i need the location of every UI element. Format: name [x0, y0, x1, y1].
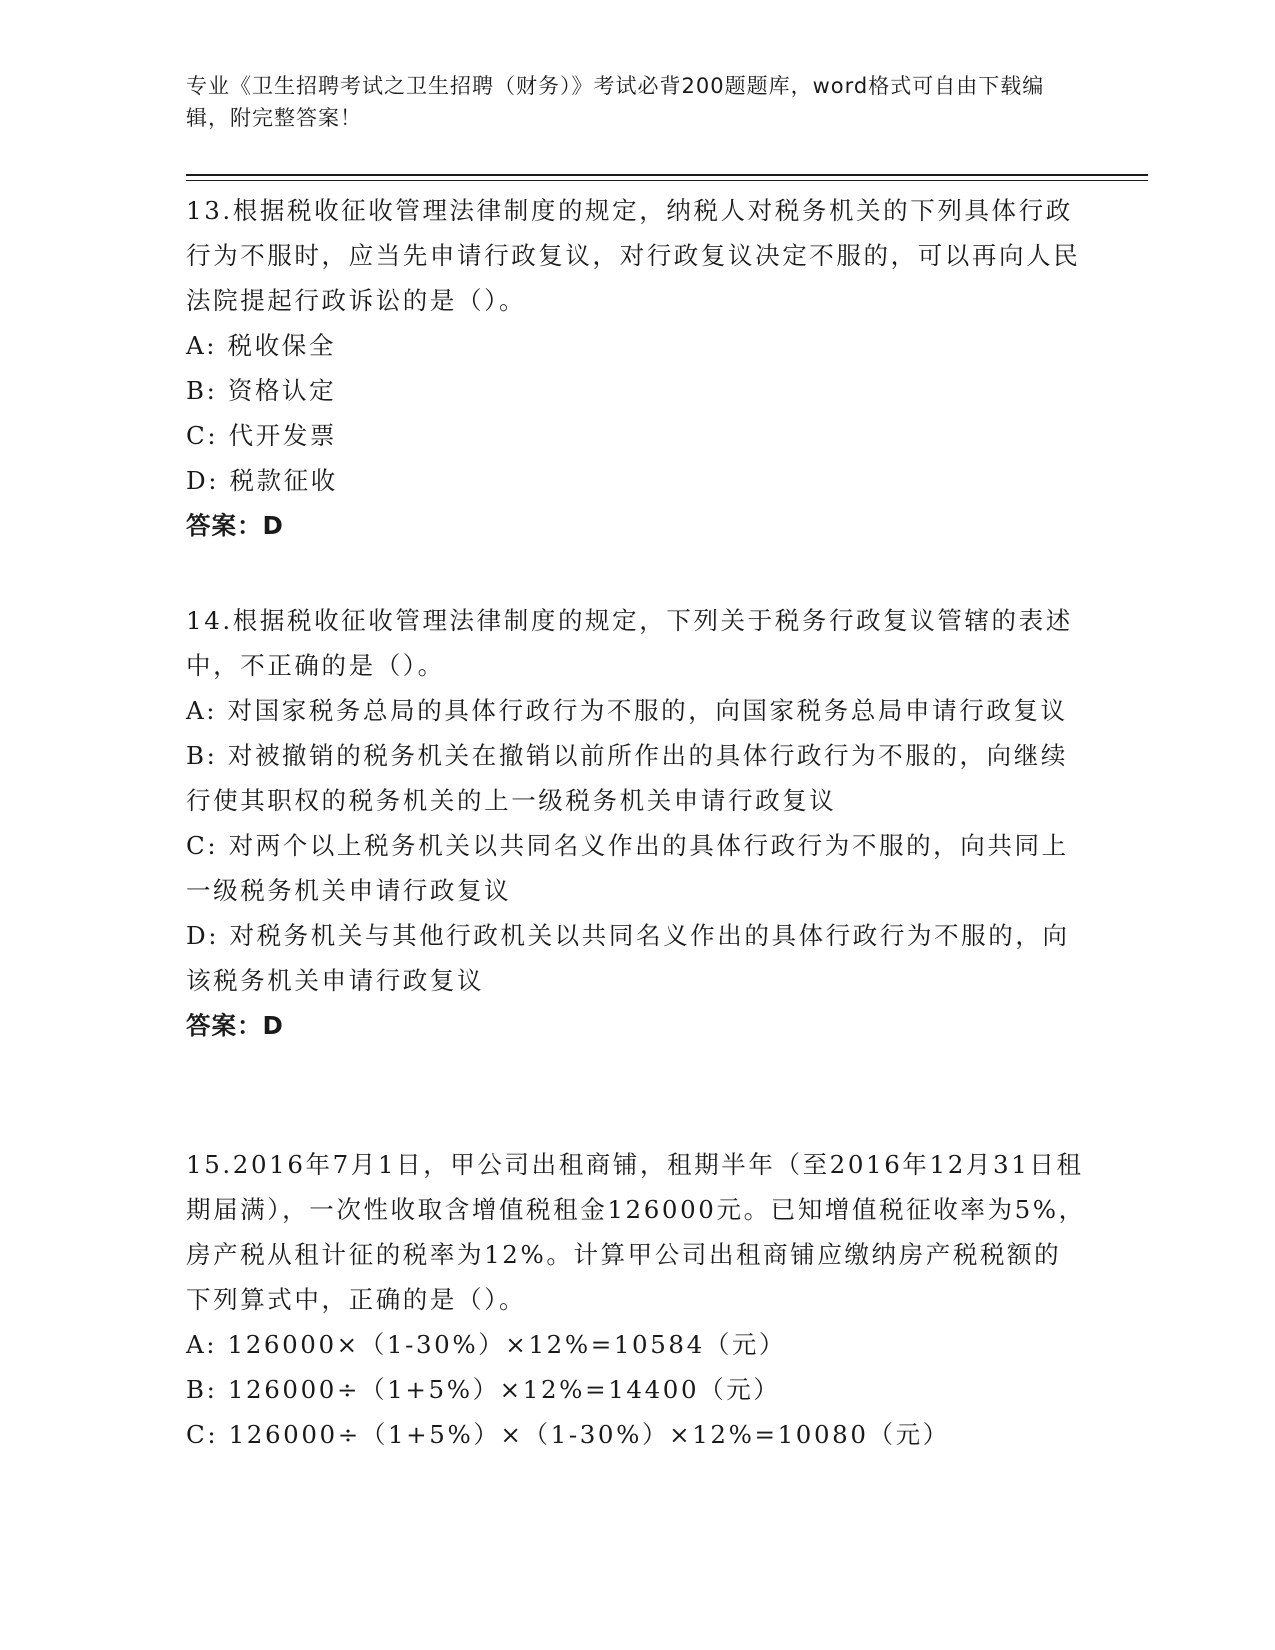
option-c: C: 对两个以上税务机关以共同名义作出的具体行政行为不服的，向共同上一级税务机关申请行政复议	[186, 831, 1069, 905]
question-stem: 14.根据税收征收管理法律制度的规定，下列关于税务行政复议管辖的表述中，不正确的是（）。	[186, 606, 1073, 680]
option-b: B: 资格认定	[186, 376, 337, 405]
question-stem: 15.2016年7月1日，甲公司出租商铺，租期半年（至2016年12月31日租期届满），一次性收取含增值税租金126000元。已知增值税征收率为5%，房产税从租计征的税率为12%。计算甲公司出租商铺应缴纳房产税税额的下列算式中，正确的是（）。	[186, 1150, 1086, 1314]
question-stem: 13.根据税收征收管理法律制度的规定，纳税人对税务机关的下列具体行政行为不服时，应当先申请行政复议，对行政复议决定不服的，可以再向人民法院提起行政诉讼的是（）。	[186, 196, 1081, 315]
answer: 答案：D	[186, 511, 284, 540]
option-c: C: 代开发票	[186, 421, 337, 450]
option-a: A: 对国家税务总局的具体行政行为不服的，向国家税务总局申请行政复议	[186, 696, 1068, 725]
option-a: A: 税收保全	[186, 331, 336, 360]
option-b: B: 对被撤销的税务机关在撤销以前所作出的具体行政行为不服的，向继续行使其职权的税务机关的上一级税务机关申请行政复议	[186, 741, 1068, 815]
option-d: D: 税款征收	[186, 466, 338, 495]
header-divider-thin	[186, 180, 1148, 181]
question-13	[186, 188, 1086, 548]
page-header: 专业《卫生招聘考试之卫生招聘（财务）》考试必背200题题库，word格式可自由下载编辑，附完整答案！	[186, 74, 1045, 130]
answer: 答案：D	[186, 1011, 284, 1040]
option-d: D: 对税务机关与其他行政机关以共同名义作出的具体行政行为不服的，向该税务机关申请行政复议	[186, 921, 1070, 995]
question-15	[186, 1142, 1086, 1457]
question-14	[186, 598, 1086, 1048]
option-b: B: 126000÷（1+5%）×12%=14400（元）	[186, 1375, 781, 1404]
header-divider-thick	[186, 174, 1148, 176]
option-c: C: 126000÷（1+5%）×（1-30%）×12%=10080（元）	[186, 1420, 950, 1449]
option-a: A: 126000×（1-30%）×12%=10584（元）	[186, 1330, 787, 1359]
